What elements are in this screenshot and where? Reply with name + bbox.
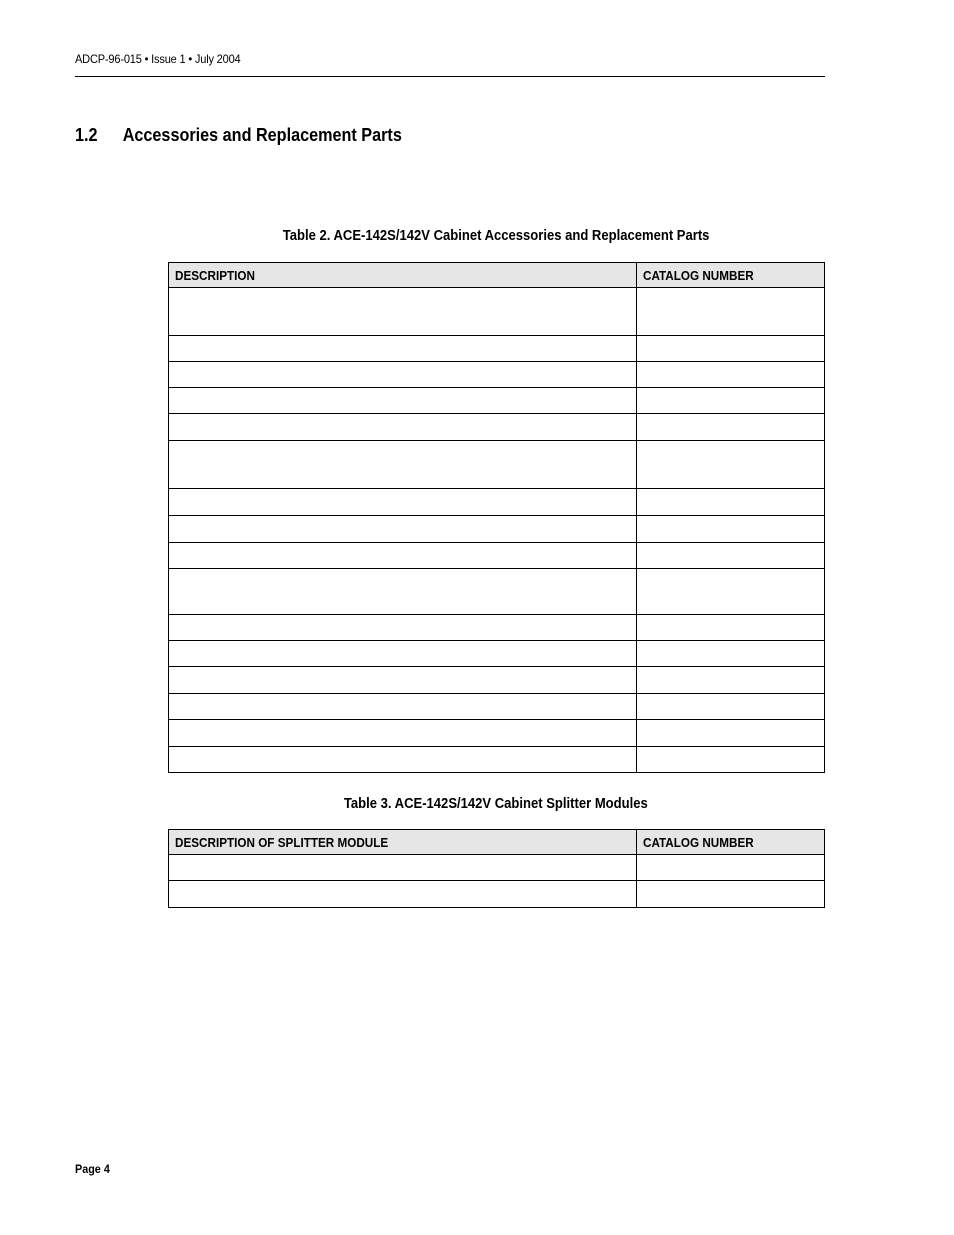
description-cell — [169, 720, 637, 747]
description-cell — [169, 615, 637, 641]
catalog-number-cell — [637, 516, 825, 543]
table-2-caption-text: Table 2. ACE-142S/142V Cabinet Accessories and Replacement Parts — [282, 228, 710, 244]
column-header-description: DESCRIPTION — [169, 263, 637, 288]
description-cell — [169, 362, 637, 388]
table-row — [169, 336, 825, 362]
catalog-number-cell — [637, 336, 825, 362]
table-row — [169, 489, 825, 516]
section-number: 1.2 — [75, 125, 98, 145]
table-header-row — [169, 830, 825, 855]
table-row — [169, 288, 825, 336]
table-row — [169, 747, 825, 773]
column-header-splitter-description: DESCRIPTION OF SPLITTER MODULE — [169, 830, 637, 855]
description-cell — [169, 855, 637, 881]
table-row — [169, 569, 825, 615]
table-row — [169, 543, 825, 569]
table-3-caption-text: Table 3. ACE-142S/142V Cabinet Splitter Modules — [344, 796, 648, 812]
description-cell — [169, 336, 637, 362]
catalog-number-cell — [637, 747, 825, 773]
accessories-parts-table — [168, 262, 825, 773]
table-row — [169, 615, 825, 641]
catalog-number-cell — [637, 720, 825, 747]
table-row — [169, 667, 825, 694]
table-row — [169, 414, 825, 441]
catalog-number-cell — [637, 881, 825, 908]
catalog-number-cell — [637, 288, 825, 336]
table-row — [169, 720, 825, 747]
catalog-number-cell — [637, 543, 825, 569]
header-rule — [75, 76, 825, 77]
description-cell — [169, 388, 637, 414]
table-row — [169, 641, 825, 667]
table-row — [169, 881, 825, 908]
catalog-number-cell — [637, 441, 825, 489]
table-3-caption — [168, 796, 824, 812]
description-cell — [169, 489, 637, 516]
description-cell — [169, 441, 637, 489]
table-row — [169, 694, 825, 720]
description-cell — [169, 881, 637, 908]
catalog-number-cell — [637, 388, 825, 414]
column-header-catalog-number: CATALOG NUMBER — [637, 263, 825, 288]
table-row — [169, 441, 825, 489]
splitter-modules-table — [168, 829, 825, 908]
table-2-caption — [168, 228, 824, 244]
column-header-catalog-number: CATALOG NUMBER — [637, 830, 825, 855]
description-cell — [169, 667, 637, 694]
catalog-number-cell — [637, 414, 825, 441]
catalog-number-cell — [637, 362, 825, 388]
description-cell — [169, 288, 637, 336]
description-cell — [169, 543, 637, 569]
table-row — [169, 388, 825, 414]
description-cell — [169, 747, 637, 773]
section-heading — [75, 125, 402, 146]
description-cell — [169, 516, 637, 543]
table-row — [169, 855, 825, 881]
table-row — [169, 516, 825, 543]
description-cell — [169, 569, 637, 615]
table-header-row — [169, 263, 825, 288]
description-cell — [169, 414, 637, 441]
section-title: Accessories and Replacement Parts — [122, 125, 402, 145]
catalog-number-cell — [637, 641, 825, 667]
catalog-number-cell — [637, 489, 825, 516]
catalog-number-cell — [637, 569, 825, 615]
page-number: Page 4 — [75, 1162, 110, 1176]
catalog-number-cell — [637, 667, 825, 694]
table-row — [169, 362, 825, 388]
catalog-number-cell — [637, 615, 825, 641]
description-cell — [169, 694, 637, 720]
description-cell — [169, 641, 637, 667]
catalog-number-cell — [637, 694, 825, 720]
catalog-number-cell — [637, 855, 825, 881]
running-header: ADCP-96-015 • Issue 1 • July 2004 — [75, 52, 241, 66]
